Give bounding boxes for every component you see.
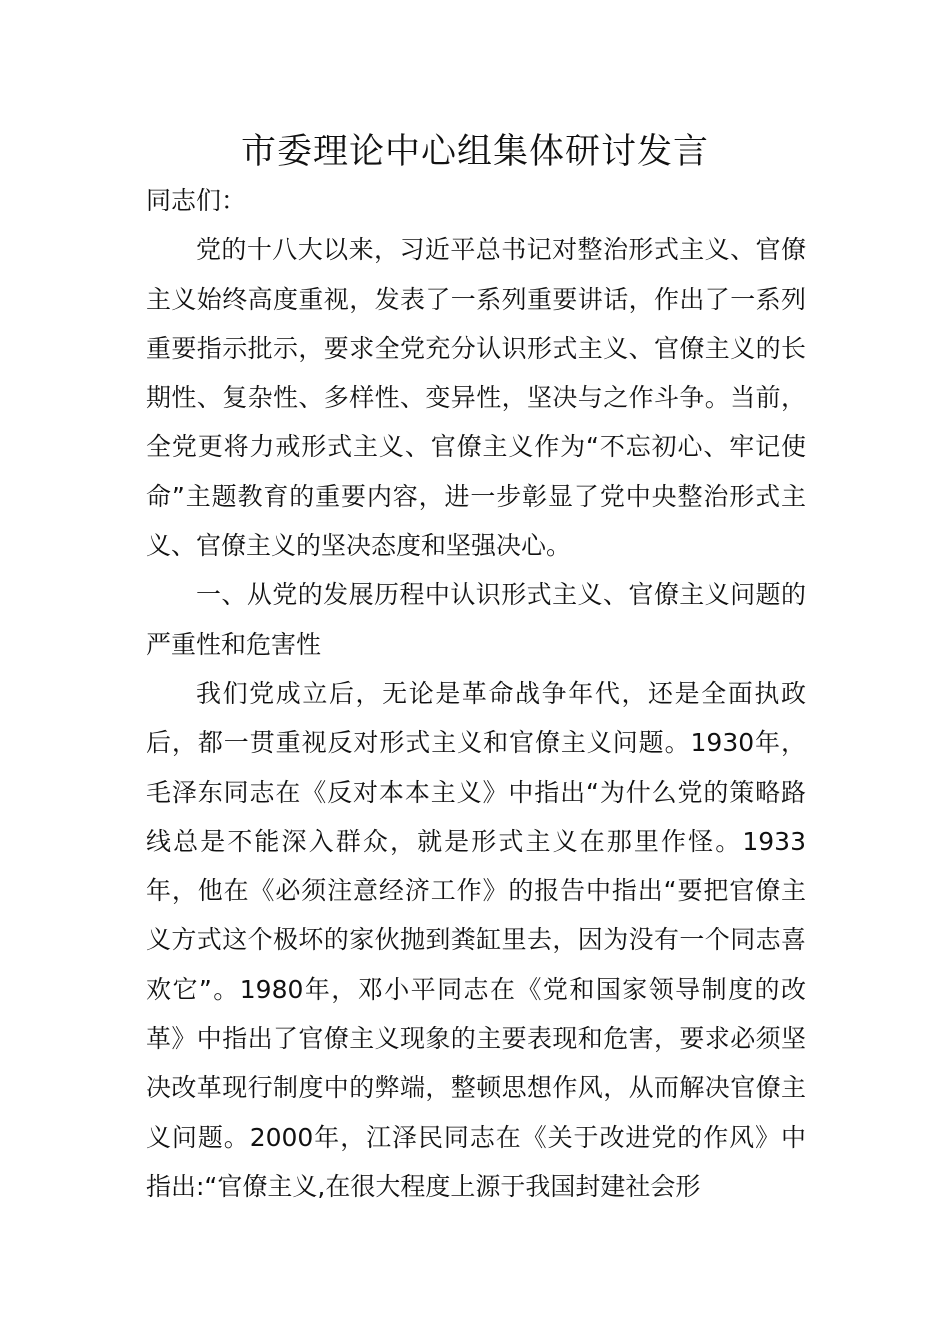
document-title: 市委理论中心组集体研讨发言 (240, 132, 709, 172)
section-heading-1: 一、从党的发展历程中认识形式主义、官僚主义问题的严重性和危害性 (146, 580, 806, 659)
salutation: 同志们： (146, 186, 247, 215)
paragraph-history: 我们党成立后，无论是革命战争年代，还是全面执政后，都一贯重视反对形式主义和官僚主义问题。1930年，毛泽东同志在《反对本本主义》中指出“为什么党的策略路线总是不能深入群众，就是形式主义在那里作怪。1933年，他在《必须注意经济工作》的报告中指出“要把官僚主义方式这个极坏的家伙抛到粪缸里去，因为没有一个同志喜欢它”。1980年，邓小平同志在《党和国家领导制度的改革》中指出了官僚主义现象的主要表现和危害，要求必须坚决改革现行制度中的弊端，整顿思想作风，从而解决官僚主义问题。2000年，江泽民同志在《关于改进党的作风》中指出:“官僚主义,在很大程度上源于我国封建社会形 (146, 678, 806, 1201)
document-body (146, 176, 806, 1211)
paragraph-intro: 党的十八大以来，习近平总书记对整治形式主义、官僚主义始终高度重视，发表了一系列重要讲话，作出了一系列重要指示批示，要求全党充分认识形式主义、官僚主义的长期性、复杂性、多样性、变异性，坚决与之作斗争。当前，全党更将力戒形式主义、官僚主义作为“不忘初心、牢记使命”主题教育的重要内容，进一步彰显了党中央整治形式主义、官僚主义的坚决态度和坚强决心。 (146, 235, 806, 561)
